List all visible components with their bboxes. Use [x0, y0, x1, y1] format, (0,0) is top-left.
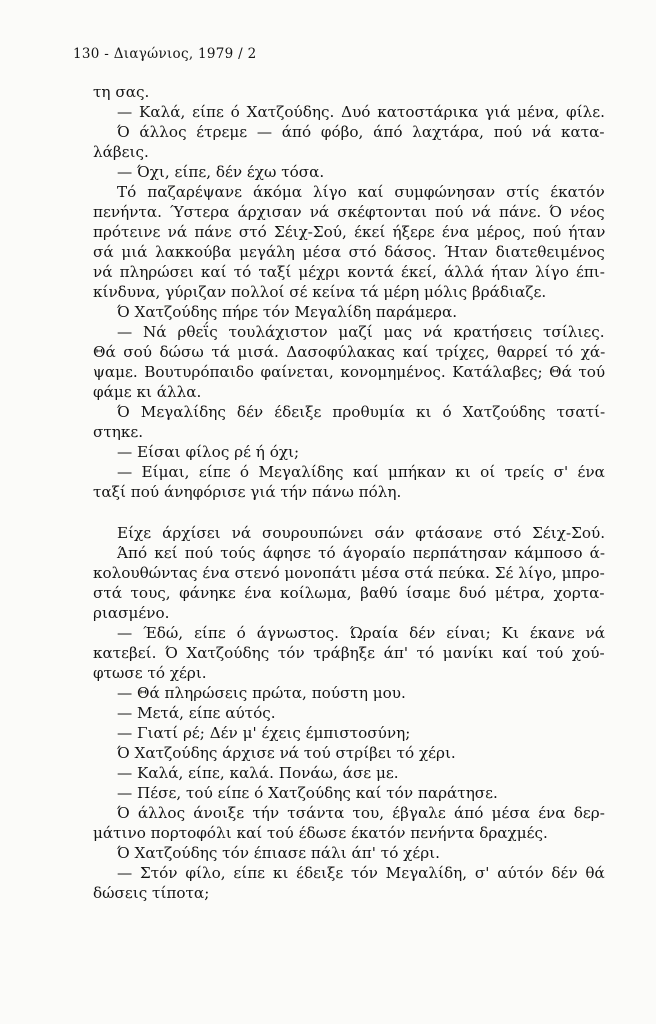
text-line: — Είσαι φίλος ρέ ή όχι;	[117, 443, 300, 461]
text-line: Ό Χατζούδης πήρε τόν Μεγαλίδη παράμερα.	[117, 303, 458, 321]
text-line: — Όχι, είπε, δέν έχω τόσα.	[117, 163, 325, 181]
text-line: Ό άλλος άνοιξε τήν τσάντα του, έβγαλε άπό μέσα ένα δερ-	[117, 804, 605, 822]
text-line: πενήντα. Ύστερα άρχισαν νά σκέφτονται πού νά πάνε. Ό νέος	[93, 203, 605, 221]
text-line: σά μιά λακκούβα μεγάλη μέσα στό δάσος. Ήταν διατεθειμένος	[93, 243, 605, 261]
text-line: Τό παζαρέψανε άκόμα λίγο καί συμφώνησαν στίς έκατόν	[117, 183, 605, 201]
text-line: — Είμαι, είπε ό Μεγαλίδης καί μπήκαν κι οί τρείς σ' ένα	[117, 463, 605, 481]
text-line: λάβεις.	[93, 143, 149, 161]
text-line: κατεβεί. Ό Χατζούδης τόν τράβηξε άπ' τό μανίκι καί τού χού-	[93, 644, 605, 662]
text-line: — Πέσε, τού είπε ό Χατζούδης καί τόν παράτησε.	[117, 784, 498, 802]
text-line: Ό Χατζούδης άρχισε νά τού στρίβει τό χέρι.	[117, 744, 456, 762]
text-line: Ό Χατζούδης τόν έπιασε πάλι άπ' τό χέρι.	[117, 844, 440, 862]
text-line: νά πληρώσει καί τό ταξί μέχρι κοντά έκεί, άλλά ήταν λίγο έπι-	[93, 263, 605, 281]
text-line: ριασμένο.	[93, 604, 170, 622]
text-line: Θά σού δώσω τά μισά. Δασοφύλακας καί τρίχες, θαρρεί τό χά-	[93, 343, 606, 361]
text-line: — Θά πληρώσεις πρώτα, πούστη μου.	[117, 684, 406, 702]
text-line: — Νά ρθεΐς τουλάχιστον μαζί μας νά κρατήσεις τσίλιες.	[117, 323, 605, 341]
text-line: — Στόν φίλο, είπε κι έδειξε τόν Μεγαλίδη, σ' αύτόν δέν θά	[117, 864, 605, 882]
running-head: 130 - Διαγώνιος, 1979 / 2	[73, 46, 257, 62]
text-line: ταξί πού άνηφόρισε γιά τήν πάνω πόλη.	[93, 483, 402, 501]
text-line: — Καλά, είπε ό Χατζούδης. Δυό κατοστάρικα γιά μένα, φίλε.	[117, 103, 605, 121]
text-line: ψαμε. Βουτυρόπαιδο φαίνεται, κονομημένος. Κατάλαβες; Θά τού	[93, 363, 606, 381]
text-line: — Έδώ, είπε ό άγνωστος. Ώραία δέν είναι; Κι έκανε νά	[117, 624, 605, 642]
text-line: — Μετά, είπε αύτός.	[117, 704, 276, 722]
text-line: κίνδυνα, γύριζαν πολλοί σέ κείνα τά μέρη μόλις βράδιαζε.	[93, 283, 547, 301]
text-line: Ό άλλος έτρεμε — άπό φόβο, άπό λαχτάρα, πού νά κατα-	[117, 123, 605, 141]
text-line: τη σας.	[93, 83, 150, 101]
text-line: Ό Μεγαλίδης δέν έδειξε προθυμία κι ό Χατζούδης τσατί-	[117, 403, 606, 421]
text-line: στά τους, φάνηκε ένα κοίλωμα, βαθύ ίσαμε δυό μέτρα, χορτα-	[93, 584, 605, 602]
text-line: στηκε.	[93, 423, 144, 441]
text-line: φτωσε τό χέρι.	[93, 664, 207, 682]
text-line: δώσεις τίποτα;	[93, 884, 210, 902]
text-line: πρότεινε νά πάνε στό Σέιχ-Σού, έκεί ήξερε ένα μέρος, πού ήταν	[93, 223, 606, 241]
text-line: φάμε κι άλλα.	[93, 383, 202, 401]
text-line: κολουθώντας ένα στενό μονοπάτι μέσα στά πεύκα. Σέ λίγο, μπρο-	[93, 564, 605, 582]
text-line: Είχε άρχίσει νά σουρουπώνει σάν φτάσανε στό Σέιχ-Σού.	[117, 524, 606, 542]
text-line: — Γιατί ρέ; Δέν μ' έχεις έμπιστοσύνη;	[117, 724, 411, 742]
text-line: Άπό κεί πού τούς άφησε τό άγοραίο περπάτησαν κάμποσο ά-	[117, 544, 606, 562]
text-line: — Καλά, είπε, καλά. Πονάω, άσε με.	[117, 764, 399, 782]
text-line: μάτινο πορτοφόλι καί τού έδωσε έκατόν πενήντα δραχμές.	[93, 824, 548, 842]
